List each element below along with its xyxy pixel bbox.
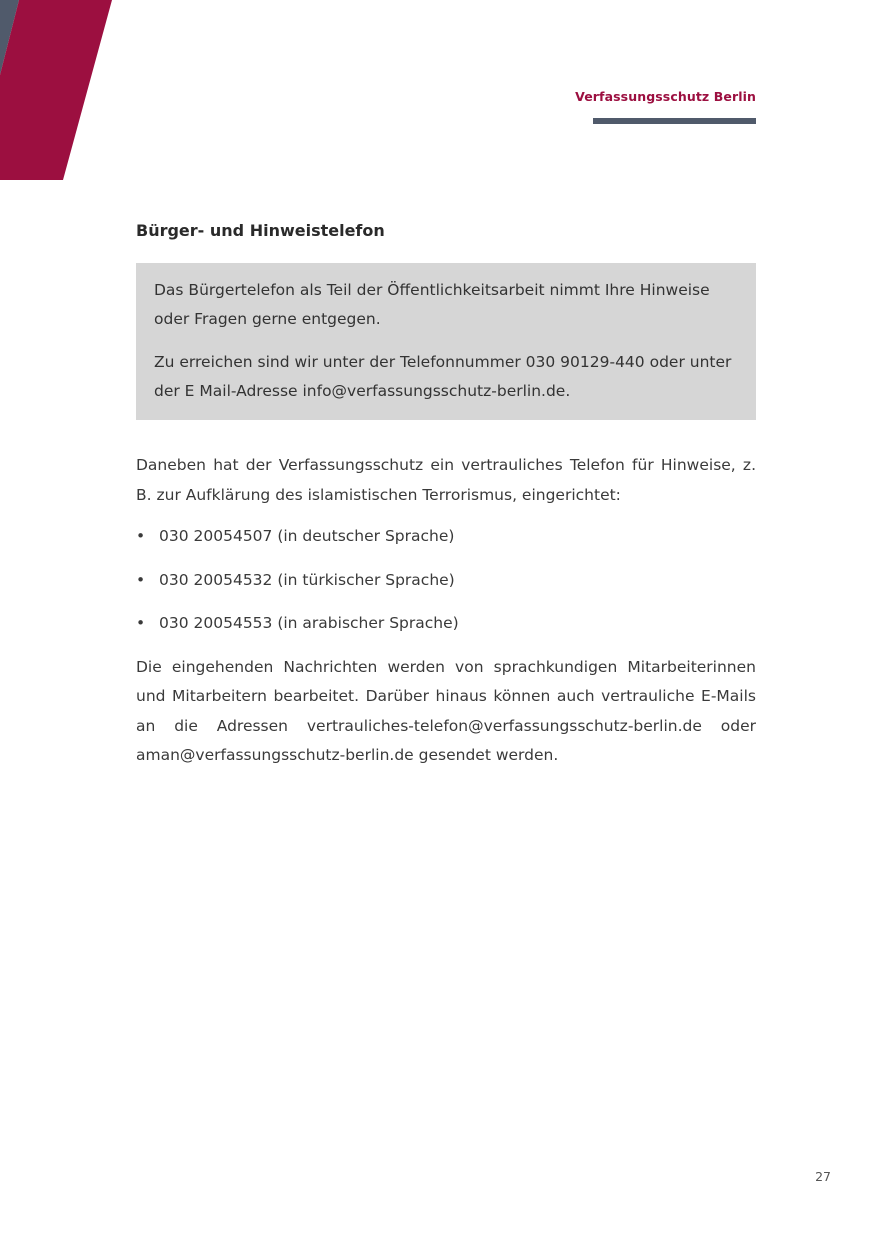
info-paragraph: Das Bürgertelefon als Teil der Öffentlichkeitsarbeit nimmt Ihre Hinweise oder Fragen gerne entgegen.: [154, 281, 710, 328]
corner-decoration: [0, 0, 120, 180]
main-content: [136, 219, 756, 771]
info-box: [136, 263, 756, 420]
section-title: Bürger- und Hinweistelefon: [136, 221, 385, 240]
list-item: [136, 522, 756, 551]
phone-number: 030 20054553 (in arabischer Sprache): [159, 614, 459, 632]
phone-number: 030 20054532 (in türkischer Sprache): [159, 570, 455, 589]
header-underline: [593, 118, 756, 124]
header-label: Verfassungsschutz Berlin: [575, 89, 756, 104]
page-number: 27: [815, 1169, 831, 1184]
intro-paragraph: Daneben hat der Verfassungsschutz ein vertrauliches Telefon für Hinweise, z. B. zur Aufklärung des islamistischen Terrorismus, eingerichtet:: [136, 456, 756, 504]
bullet: •: [136, 570, 146, 589]
phone-list: [136, 522, 756, 638]
bullet: •: [136, 614, 146, 632]
closing-paragraph: Die eingehenden Nachrichten werden von sprachkundigen Mitarbeiterinnen und Mitarbeitern bearbeitet. Darüber hinaus können auch vertrauliche E-Mails an die Adressen vertrauliches-telefon@verfassungsschutz-berlin.de oder aman@verfassungsschutz-berlin.de gesendet werden.: [136, 657, 756, 764]
bullet: •: [136, 527, 146, 545]
phone-number: 030 20054507 (in deutscher Sprache): [159, 527, 455, 545]
list-item: [136, 609, 756, 638]
info-paragraph: Zu erreichen sind wir unter der Telefonnummer 030 90129-440 oder unter der E Mail-Adresse info@verfassungsschutz-berlin.de.: [154, 353, 732, 400]
list-item: [136, 566, 756, 595]
